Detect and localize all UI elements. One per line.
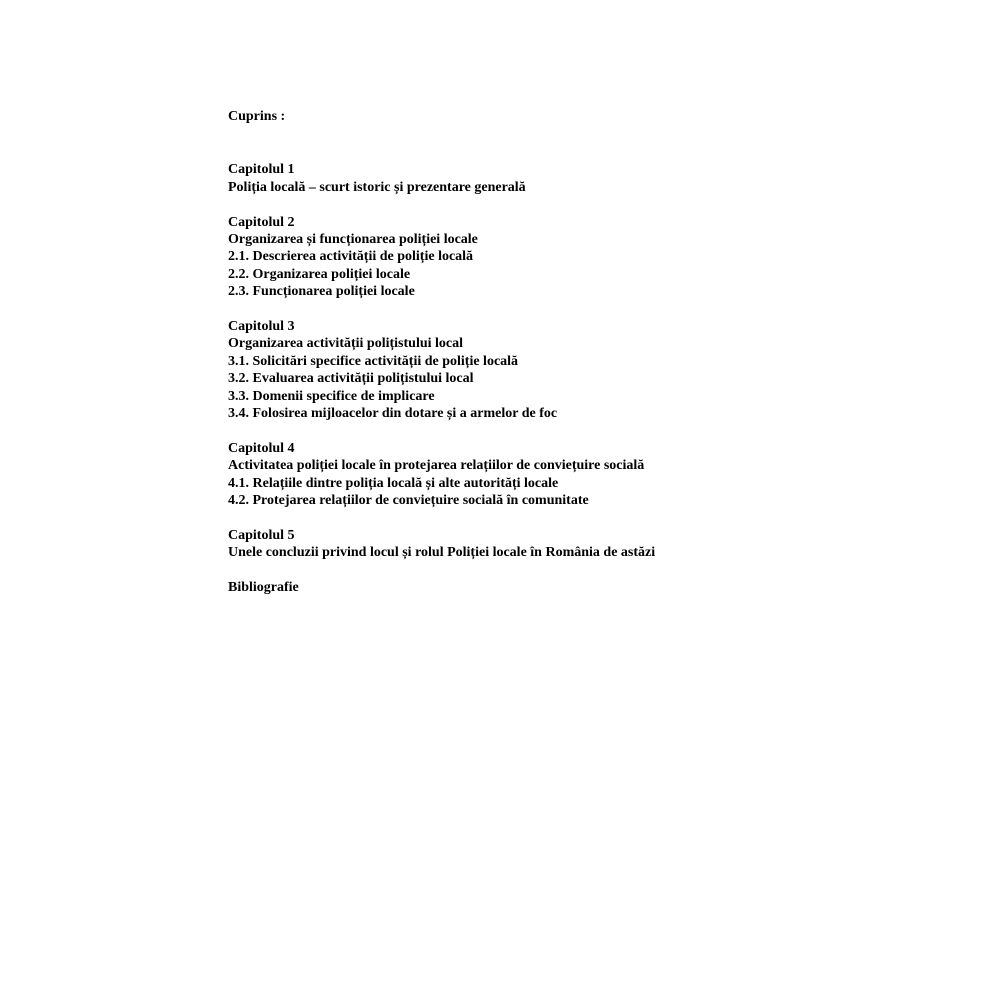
chapter-heading: Capitolul 2 bbox=[228, 214, 295, 230]
section-item: 2.1. Descrierea activității de poliție locală bbox=[228, 249, 474, 265]
chapter-title: Activitatea poliției locale în protejarea relațiilor de conviețuire socială bbox=[228, 458, 645, 474]
chapter-5 bbox=[228, 527, 928, 562]
chapter-1 bbox=[228, 161, 928, 196]
chapter-title: Poliția locală – scurt istoric și prezentare generală bbox=[228, 179, 526, 195]
chapter-title: Organizarea și funcționarea poliției locale bbox=[228, 232, 478, 248]
section-item: 3.2. Evaluarea activității polițistului local bbox=[228, 371, 474, 387]
section-item: 2.2. Organizarea poliției locale bbox=[228, 266, 411, 282]
section-item: 2.3. Funcționarea poliției locale bbox=[228, 284, 415, 300]
section-item: 4.1. Relațiile dintre poliția locală și alte autorități locale bbox=[228, 475, 559, 491]
chapter-4 bbox=[228, 440, 928, 510]
chapter-heading: Capitolul 5 bbox=[228, 527, 295, 543]
chapter-3 bbox=[228, 318, 928, 422]
chapter-2 bbox=[228, 214, 928, 301]
section-item: 3.1. Solicitări specifice activității de poliție locală bbox=[228, 353, 519, 369]
chapter-heading: Capitolul 1 bbox=[228, 162, 295, 178]
chapter-title: Organizarea activității polițistului local bbox=[228, 336, 463, 352]
chapter-heading: Capitolul 4 bbox=[228, 440, 295, 456]
bibliography-heading: Bibliografie bbox=[228, 580, 299, 596]
section-item: 3.3. Domenii specifice de implicare bbox=[228, 388, 435, 404]
document-page bbox=[228, 108, 928, 596]
section-item: 3.4. Folosirea mijloacelor din dotare și a armelor de foc bbox=[228, 406, 558, 422]
toc-title: Cuprins : bbox=[228, 109, 286, 124]
chapter-heading: Capitolul 3 bbox=[228, 319, 295, 335]
section-item: 4.2. Protejarea relațiilor de conviețuire socială în comunitate bbox=[228, 493, 589, 509]
chapter-title: Unele concluzii privind locul și rolul Poliției locale în România de astăzi bbox=[228, 545, 656, 561]
